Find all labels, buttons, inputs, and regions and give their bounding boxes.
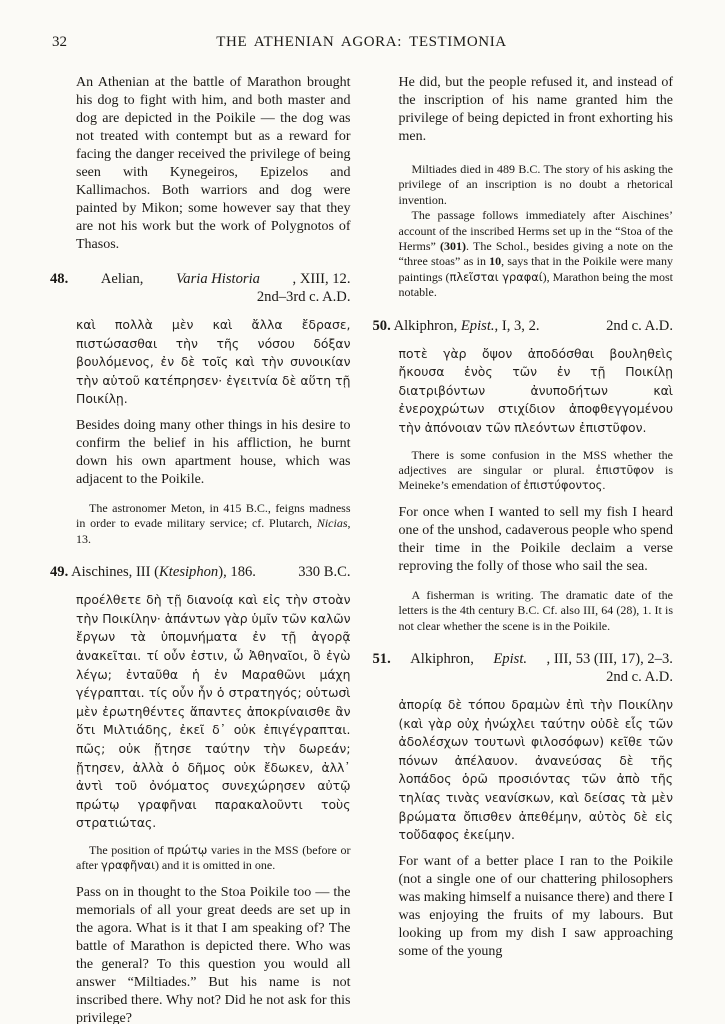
- entry-51-translation: For want of a better place I ran to the Poikile (not a single one of our chattering philosophers was making himself a nuisance there) and there I was enjoying the fruits of my labours. But looking up from my dish I saw approaching some of the young: [398, 853, 673, 959]
- page-header: [50, 34, 673, 54]
- entry-50-citation-text: 50. Alkiphron, Epist., I, 3, 2.: [372, 317, 540, 334]
- entry-49-translation: Pass on in thought to the Stoa Poikile too — the memorials of all your great deeds are set up in the agora. What is it that I am speaking of? The battle of Marathon is depicted there. Who was the general? To this question you would all answer “Miltiades.” But his name is not inscribed there. Why not? Did he not ask for this privilege?: [76, 884, 351, 1024]
- translation-continued-from-previous-page: An Athenian at the battle of Marathon brought his dog to fight with him, and both master and dog are depicted in the Poikile — the dog was not treated with contempt but as a reward for facing the danger received the privilege of being seen with Kynegeiros, Epizelos and Kallimachos. Both warriors and dog were painted by Mikon; some however say that they are not his work but the work of Polygnotos of Thasos.: [76, 75, 351, 252]
- entry-51-citation: 51. Alkiphron, Epist. , III, 53 (III, 17), 2–3.: [372, 651, 673, 668]
- entry-48-note: The astronomer Meton, in 415 B.C., feigns madness in order to evade military service; cf. Plutarch, Nicias, 13.: [76, 500, 351, 546]
- entry-50-citation: [373, 317, 674, 335]
- note-passage-context: The passage follows immediately after Aischines’ account of the inscribed Herms set up in the “Stoa of the Herms” (301). The Schol., besides giving a note on the “three stoas” as in 10, says that in the Poikile were many paintings (πλεῖσται γραφαί), Marathon being the most notable.: [398, 208, 674, 300]
- entry-51-greek-text: ἀπορίᾳ δὲ τόπου δραμὼν ἐπὶ τὴν Ποικίλην (καὶ γὰρ οὐχ ἠνώχλει ταύτην οὐδὲ εἷς τῶν ἀδολέσχων τουτωνὶ φιλοσόφων) κεῖθε τῶν πόνων ἀπέλαυον. ἀνανεύσας δὲ τῆς λοπάδος ὁρῶ προσιόντας τῶν ἀπὸ τῆς τηλίας τινὰς νεανίσκων, καὶ δείσας τὰ μὲν βρώματα ὄπισθεν ἀπεθέμην, αὐτὸς δὲ εἰς τοὔδαφος ἐκείμην.: [398, 697, 673, 843]
- running-title: THE ATHENIAN AGORA: TESTIMONIA: [216, 34, 507, 50]
- entry-49-greek-text: προέλθετε δὴ τῇ διανοίᾳ καὶ εἰς τὴν στοὰν τὴν Ποικίλην· ἁπάντων γὰρ ὑμῖν τῶν καλῶν ἔργων τὰ ὑπομνήματα ἐν τῇ ἀγορᾷ ἀνακεῖται. τί οὖν ἐστιν, ὦ Ἀθηναῖοι, ὃ ἐγὼ λέγω; ἐνταῦθα ἡ ἐν Μαραθῶνι μάχη γέγραπται. τίς οὖν ἦν ὁ στρατηγός; οὑτωσὶ μὲν ἐρωτηθέντες ἅπαντες ἀποκρίναισθε ἂν ὅτι Μιλτιάδης, ἐκεῖ δ᾽ οὐκ ἐπιγέγραπται. πῶς; οὐκ ᾔτησε ταύτην τὴν δωρεάν; ᾔτησεν, ἀλλὰ ὁ δῆμος οὐκ ἔδωκεν, ἀλλ᾽ ἀντὶ τοῦ ὀνόματος συνεχώρησεν αὐτῷ πρώτῳ γραφῆναι παρακαλοῦντι τοὺς στρατιώτας.: [76, 592, 351, 831]
- note-miltiades: Miltiades died in 489 B.C. The story of his asking the privilege of an inscription is no doubt a rhetorical invention.: [398, 162, 673, 207]
- entry-49-citation: [50, 563, 351, 581]
- entry-50: [373, 317, 674, 634]
- entry-49-translation-continued: He did, but the people refused it, and instead of the inscription of his name granted him the privilege of being depicted in front exhorting his men.: [398, 75, 673, 144]
- entry-51: [373, 650, 674, 961]
- page-number: 32: [52, 34, 67, 50]
- entry-49-citation-text: 49. Aischines, III (Ktesiphon), 186.: [50, 564, 256, 581]
- entry-49: [50, 563, 351, 1024]
- entry-50-note: There is some confusion in the MSS whether the adjectives are singular or plural. ἐπιστῦφον is Meineke’s emendation of ἐπιστύφοντος.: [398, 447, 673, 493]
- left-column: [50, 74, 351, 1024]
- right-column: [373, 74, 674, 1024]
- entry-49-note: The position of πρώτῳ varies in the MSS (before or after γραφῆναι) and it is omitted in one.: [76, 842, 351, 873]
- entry-51-date: 2nd c. A.D.: [606, 669, 673, 686]
- entry-48-date: 2nd–3rd c. A.D.: [256, 289, 351, 305]
- entry-50-date: 2nd c. A.D.: [606, 317, 673, 334]
- entry-50-second-note: A fisherman is writing. The dramatic date of the letters is the 4th century B.C. Cf. also III, 64 (28), 1. It is not clear whether the scene is in the Poikile.: [398, 587, 673, 633]
- entry-50-greek-text: ποτὲ γὰρ ὄψον ἀποδόσθαι βουληθεὶς ἤκουσα ἑνὸς τῶν ἐν τῇ Ποικίλῃ διατριβόντων ἀνυποδήτων καὶ ἐνεροχρώτων στιχίδιον ἀποφθεγγομένου τὴν ἀπόνοιαν τῶν πλεόντων ἐπιστῦφον.: [398, 345, 673, 436]
- entry-48-greek-text: καὶ πολλὰ μὲν καὶ ἄλλα ἔδρασε, πιστώσασθαι τὴν τῆς νόσου δόξαν βουλόμενος, ἐν δὲ τοῖς καὶ τὴν συνοικίαν τὴν αὑτοῦ κατέπρησεν· ἐγειτνία δὲ αὕτη τῇ Ποικίλῃ.: [76, 317, 351, 407]
- entry-48-translation: Besides doing many other things in his desire to confirm the belief in his affliction, he burnt down his own apartment house, which was adjacent to the Poikile.: [76, 417, 351, 487]
- entry-49-date: 330 B.C.: [298, 564, 351, 581]
- entry-48-citation: 48. Aelian, Varia Historia , XIII, 12.: [50, 271, 351, 287]
- entry-48: [50, 270, 351, 547]
- entry-50-translation: For once when I wanted to sell my fish I heard one of the unshod, cadaverous people who spend their time in the Poikile declaim a verse reproving the folly of those who sail the sea.: [398, 504, 673, 574]
- two-column-layout: [50, 74, 673, 1024]
